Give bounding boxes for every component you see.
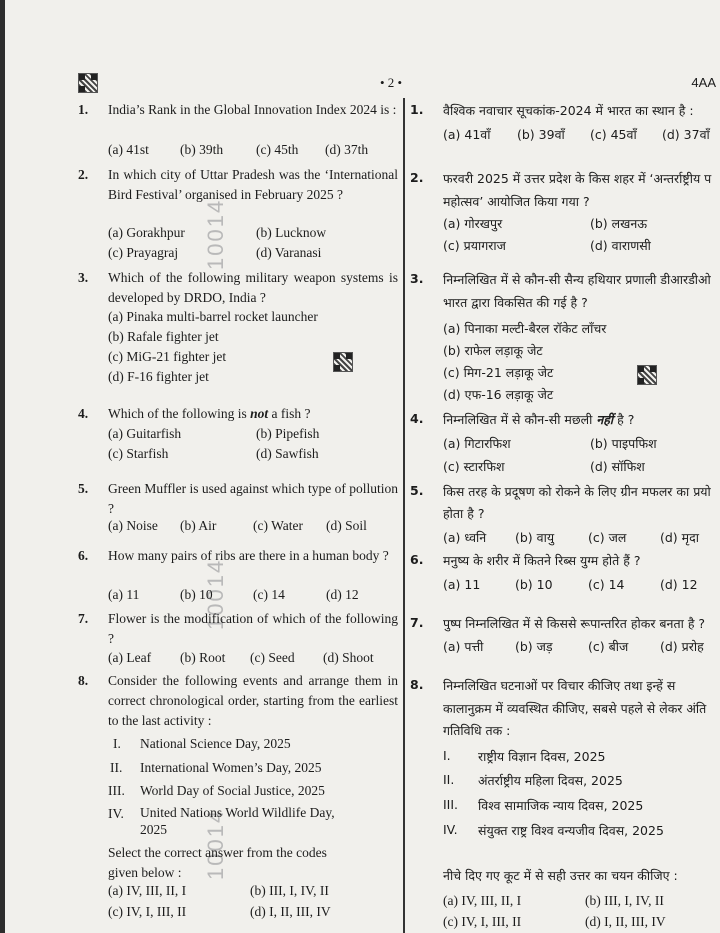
option-a: (a) पिनाका मल्टी-बैरल रॉकेट लॉंचर xyxy=(443,321,607,336)
instruction-text: नीचे दिए गए कूट में से सही उत्तर का चयन कीजिए : xyxy=(443,868,678,883)
list-marker: IV. xyxy=(108,806,124,821)
watermark: 10014 xyxy=(203,198,228,270)
option-b: (b) Air xyxy=(180,518,217,533)
question-text-line-2: महोत्सव’ आयोजित किया गया ? xyxy=(443,194,590,209)
question-text: किस तरह के प्रदूषण को रोकने के लिए ग्रीन मफलर का प्रयो xyxy=(443,484,711,499)
list-item: संयुक्त राष्ट्र विश्व वन्यजीव दिवस, 2025 xyxy=(478,823,664,838)
question-number: 3. xyxy=(410,271,424,286)
watermark: 10014 xyxy=(203,808,228,880)
qr-code-icon xyxy=(333,352,353,372)
option-d: (d) Sawfish xyxy=(256,446,319,461)
question-text: मनुष्य के शरीर में कितने रिब्स युग्म होते हैं ? xyxy=(443,553,641,568)
option-d: (d) Soil xyxy=(326,518,367,533)
option-d: (d) I, II, III, IV xyxy=(585,914,666,929)
option-d: (d) एफ-16 लड़ाकू जेट xyxy=(443,387,554,402)
option-a: (a) 11 xyxy=(443,577,481,592)
question-text: Green Muffler is used against which type of pollution ? xyxy=(108,481,398,516)
option-d: (d) Shoot xyxy=(323,650,374,665)
option-b: (b) लखनऊ xyxy=(590,216,648,231)
question-text-line-2: होता है ? xyxy=(443,506,485,521)
question-text: फरवरी 2025 में उत्तर प्रदेश के किस शहर में ‘अन्तर्राष्ट्रीय प xyxy=(443,171,712,186)
question-text-line-3: गतिविधि तक : xyxy=(443,723,511,738)
option-c: (c) जल xyxy=(588,530,627,545)
question-number: 1. xyxy=(78,102,89,117)
option-d: (d) 37th xyxy=(325,142,369,157)
question-number: 8. xyxy=(78,673,89,688)
question-number: 6. xyxy=(78,548,89,563)
booklet-code: 4AA xyxy=(691,75,716,90)
qr-code-icon xyxy=(637,365,657,385)
question-number: 5. xyxy=(78,481,89,496)
page-edge xyxy=(0,0,5,933)
option-b: (b) Rafale fighter jet xyxy=(108,329,219,344)
option-b: (b) पाइपफिश xyxy=(590,436,657,451)
option-a: (a) Guitarfish xyxy=(108,426,182,441)
option-a: (a) IV, III, II, I xyxy=(108,883,187,898)
question-text: How many pairs of ribs are there in a human body ? xyxy=(108,548,389,563)
option-b: (b) राफेल लड़ाकू जेट xyxy=(443,343,543,358)
column-divider xyxy=(403,98,405,933)
option-b: (b) Root xyxy=(180,650,226,665)
question-text: निम्नलिखित घटनाओं पर विचार कीजिए तथा इन्हें स xyxy=(443,678,676,693)
option-d: (d) सॉफिश xyxy=(590,459,645,474)
option-d: (d) 37वाँ xyxy=(662,127,710,142)
option-b: (b) III, I, IV, II xyxy=(585,893,664,908)
list-marker: III. xyxy=(108,783,125,798)
option-b: (b) 39वाँ xyxy=(517,127,565,142)
option-d: (d) 12 xyxy=(326,587,359,602)
option-c: (c) 45th xyxy=(256,142,299,157)
option-d: (d) 12 xyxy=(660,577,698,592)
option-a: (a) ध्वनि xyxy=(443,530,487,545)
option-b: (b) III, I, IV, II xyxy=(250,883,329,898)
option-d: (d) Varanasi xyxy=(256,245,322,260)
option-b: (b) Lucknow xyxy=(256,225,327,240)
option-d: (d) वाराणसी xyxy=(590,238,651,253)
option-a: (a) Noise xyxy=(108,518,158,533)
question-number: 2. xyxy=(78,167,89,182)
question-number: 8. xyxy=(410,677,424,692)
question-number: 3. xyxy=(78,270,89,285)
option-c: (c) Seed xyxy=(250,650,295,665)
list-marker: II. xyxy=(443,772,455,787)
option-c: (c) स्टारफिश xyxy=(443,459,505,474)
option-b: (b) वायु xyxy=(515,530,555,545)
question-number: 4. xyxy=(78,406,89,421)
option-d: (d) प्ररोह xyxy=(660,639,704,654)
option-d: (d) मृदा xyxy=(660,530,700,545)
question-number: 4. xyxy=(410,411,424,426)
option-d: (d) F-16 fighter jet xyxy=(108,369,209,384)
list-item: International Women’s Day, 2025 xyxy=(140,760,322,775)
option-c: (c) 45वाँ xyxy=(590,127,637,142)
list-marker: IV. xyxy=(443,822,458,837)
list-item: विश्व सामाजिक न्याय दिवस, 2025 xyxy=(478,798,644,813)
instruction-text: Select the correct answer from the codes given below : xyxy=(108,845,327,880)
question-number: 7. xyxy=(78,611,89,626)
option-c: (c) बीज xyxy=(588,639,629,654)
option-c: (c) प्रयागराज xyxy=(443,238,506,253)
option-a: (a) 11 xyxy=(108,587,140,602)
option-b: (b) Pipefish xyxy=(256,426,320,441)
list-item: अंतर्राष्ट्रीय महिला दिवस, 2025 xyxy=(478,773,623,788)
option-c: (c) 14 xyxy=(253,587,285,602)
option-d: (d) I, II, III, IV xyxy=(250,904,331,919)
list-marker: II. xyxy=(110,760,123,775)
option-c: (c) IV, I, III, II xyxy=(108,904,187,919)
list-item: National Science Day, 2025 xyxy=(140,736,291,751)
question-number: 5. xyxy=(410,483,424,498)
question-text: Which of the following military weapon systems is developed by DRDO, India ? xyxy=(108,270,398,305)
watermark: 10014 xyxy=(203,558,228,630)
option-a: (a) पत्ती xyxy=(443,639,484,654)
question-number: 2. xyxy=(410,170,424,185)
option-a: (a) गोरखपुर xyxy=(443,216,503,231)
question-text-line-2: कालानुक्रम में व्यवस्थित कीजिए, सबसे पहले से लेकर अंति xyxy=(443,701,707,716)
list-marker: I. xyxy=(113,736,121,751)
question-text: वैश्विक नवाचार सूचकांक-2024 में भारत का स्थान है : xyxy=(443,103,694,118)
question-text: Which of the following is not a fish ? xyxy=(108,406,311,421)
option-a: (a) 41वाँ xyxy=(443,127,491,142)
list-marker: I. xyxy=(443,748,451,763)
option-b: (b) 10 xyxy=(515,577,553,592)
option-c: (c) MiG-21 fighter jet xyxy=(108,349,227,364)
option-a: (a) Pinaka multi-barrel rocket launcher xyxy=(108,309,318,324)
page-number: • 2 • xyxy=(380,75,403,90)
question-number: 1. xyxy=(410,102,424,117)
option-c: (c) IV, I, III, II xyxy=(443,914,522,929)
option-c: (c) Water xyxy=(253,518,304,533)
option-c: (c) 14 xyxy=(588,577,625,592)
option-b: (b) 10 xyxy=(180,587,213,602)
option-a: (a) Gorakhpur xyxy=(108,225,185,240)
question-text: India’s Rank in the Global Innovation Index 2024 is : xyxy=(108,102,397,117)
option-a: (a) Leaf xyxy=(108,650,152,665)
option-b: (b) जड़ xyxy=(515,639,553,654)
question-text: पुष्प निम्नलिखित में से किससे रूपान्तरित होकर बनता है ? xyxy=(443,616,706,631)
option-a: (a) 41st xyxy=(108,142,149,157)
option-a: (a) गिटारफिश xyxy=(443,436,511,451)
question-text-line-2: भारत द्वारा विकसित की गई है ? xyxy=(443,295,588,310)
question-text: In which city of Uttar Pradesh was the ‘International Bird Festival’ organised in February 2025 ? xyxy=(108,167,398,202)
question-number: 6. xyxy=(410,552,424,567)
option-c: (c) Prayagraj xyxy=(108,245,179,260)
list-item: राष्ट्रीय विज्ञान दिवस, 2025 xyxy=(478,749,606,764)
question-text: निम्नलिखित में से कौन-सी सैन्य हथियार प्रणाली डीआरडीओ xyxy=(443,272,711,287)
list-item: United Nations World Wildlife Day, 2025 xyxy=(140,805,335,837)
option-c: (c) Starfish xyxy=(108,446,169,461)
question-number: 7. xyxy=(410,615,424,630)
option-a: (a) IV, III, II, I xyxy=(443,893,522,908)
question-text: Flower is the modification of which of the following ? xyxy=(108,611,398,646)
question-text: Consider the following events and arrange them in correct chronological order, starting from the earliest to the last activity : xyxy=(108,673,398,728)
qr-code-icon xyxy=(78,73,98,93)
option-c: (c) मिग-21 लड़ाकू जेट xyxy=(443,365,554,380)
list-marker: III. xyxy=(443,797,459,812)
question-text: निम्नलिखित में से कौन-सी मछली नहीं है ? xyxy=(443,412,635,427)
option-b: (b) 39th xyxy=(180,142,224,157)
list-item: World Day of Social Justice, 2025 xyxy=(140,783,325,798)
